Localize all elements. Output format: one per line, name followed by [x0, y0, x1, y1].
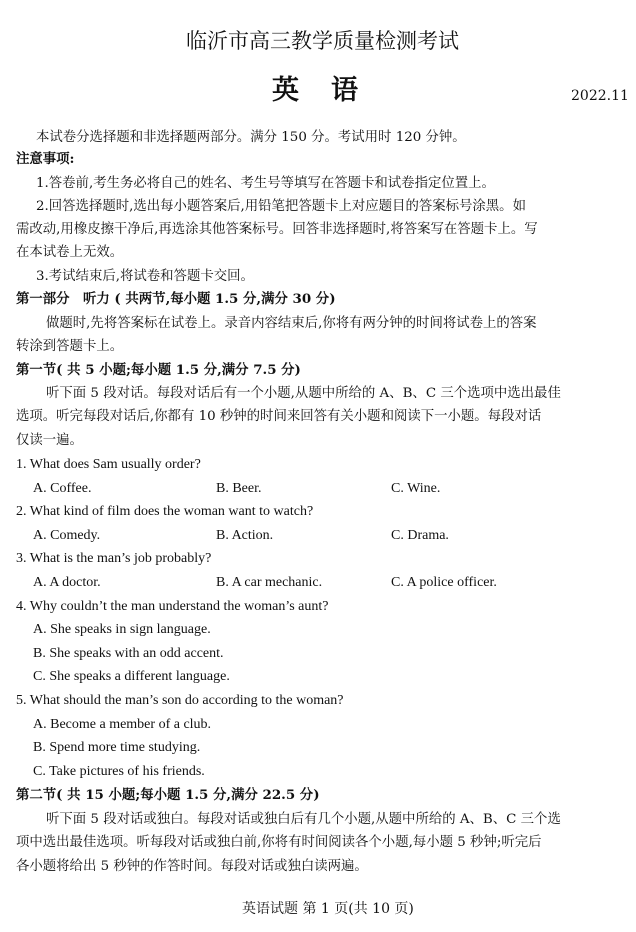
section1-instr-line-1: 听下面 5 段对话。每段对话后有一个小题,从题中所给的 A、B、C 三个选项中选出最佳 [46, 386, 561, 401]
notice-item-2-line-1: 2.回答选择题时,选出每小题答案后,用铅笔把答题卡上对应题目的答案标号涂黑。如 [36, 199, 526, 214]
intro-text: 本试卷分选择题和非选择题两部分。满分 150 分。考试用时 120 分钟。 [36, 130, 466, 145]
q3-option-b: B. A car mechanic. [216, 575, 323, 590]
section2-instr-line-1: 听下面 5 段对话或独白。每段对话或独白后有几个小题,从题中所给的 A、B、C 三个选 [46, 812, 561, 827]
q4-option-b: B. She speaks with an odd accent. [33, 646, 224, 661]
section2-instr-line-3: 各小题将给出 5 秒钟的作答时间。每段对话或独白读两遍。 [16, 859, 368, 874]
q2-option-c: C. Drama. [391, 528, 449, 543]
subject-title: 英语 [272, 75, 390, 106]
q3-option-c: C. A police officer. [391, 575, 497, 590]
exam-date: 2022.11 [571, 88, 629, 104]
part1-instr-line-2: 转涂到答题卡上。 [16, 339, 124, 354]
q2-option-a: A. Comedy. [33, 528, 101, 543]
q1-option-b: B. Beer. [216, 481, 262, 496]
section2-heading: 第二节( 共 15 小题;每小题 1.5 分,满分 22.5 分) [16, 787, 320, 803]
q3-option-a: A. A doctor. [33, 575, 101, 590]
section1-instr-line-3: 仅读一遍。 [16, 433, 83, 448]
question-5: 5. What should the man’s son do according to the woman? [16, 693, 344, 708]
notice-item-2-line-3: 在本试卷上无效。 [16, 245, 124, 260]
part1-heading: 第一部分 听力 ( 共两节,每小题 1.5 分,满分 30 分) [16, 291, 336, 307]
notice-item-3: 3.考试结束后,将试卷和答题卡交回。 [36, 269, 254, 284]
part1-instr-line-1: 做题时,先将答案标在试卷上。录音内容结束后,你将有两分钟的时间将试卷上的答案 [46, 316, 537, 331]
q1-option-c: C. Wine. [391, 481, 441, 496]
notice-item-1: 1.答卷前,考生务必将自己的姓名、考生号等填写在答题卡和试卷指定位置上。 [36, 176, 495, 191]
q4-option-c: C. She speaks a different language. [33, 669, 230, 684]
q2-option-b: B. Action. [216, 528, 274, 543]
q5-option-b: B. Spend more time studying. [33, 740, 201, 755]
q5-option-a: A. Become a member of a club. [33, 717, 212, 732]
section1-instr-line-2: 选项。听完每段对话后,你都有 10 秒钟的时间来回答有关小题和阅读下一小题。每段对话 [16, 409, 542, 424]
question-2: 2. What kind of film does the woman want to watch? [16, 504, 314, 519]
question-4: 4. Why couldn’t the man understand the woman’s aunt? [16, 599, 329, 614]
q5-option-c: C. Take pictures of his friends. [33, 764, 205, 779]
page-footer: 英语试题 第 1 页(共 10 页) [242, 901, 414, 917]
q4-option-a: A. She speaks in sign language. [33, 622, 211, 637]
notice-item-2-line-2: 需改动,用橡皮擦干净后,再选涂其他答案标号。回答非选择题时,将答案写在答题卡上。写 [16, 222, 538, 237]
exam-title: 临沂市高三教学质量检测考试 [186, 29, 459, 53]
section1-heading: 第一节( 共 5 小题;每小题 1.5 分,满分 7.5 分) [16, 362, 301, 378]
section2-instr-line-2: 项中选出最佳选项。听每段对话或独白前,你将有时间阅读各个小题,每小题 5 秒钟;听完后 [16, 835, 542, 850]
q1-option-a: A. Coffee. [33, 481, 92, 496]
notice-heading: 注意事项: [16, 151, 75, 167]
question-3: 3. What is the man’s job probably? [16, 551, 212, 566]
question-1: 1. What does Sam usually order? [16, 457, 201, 472]
